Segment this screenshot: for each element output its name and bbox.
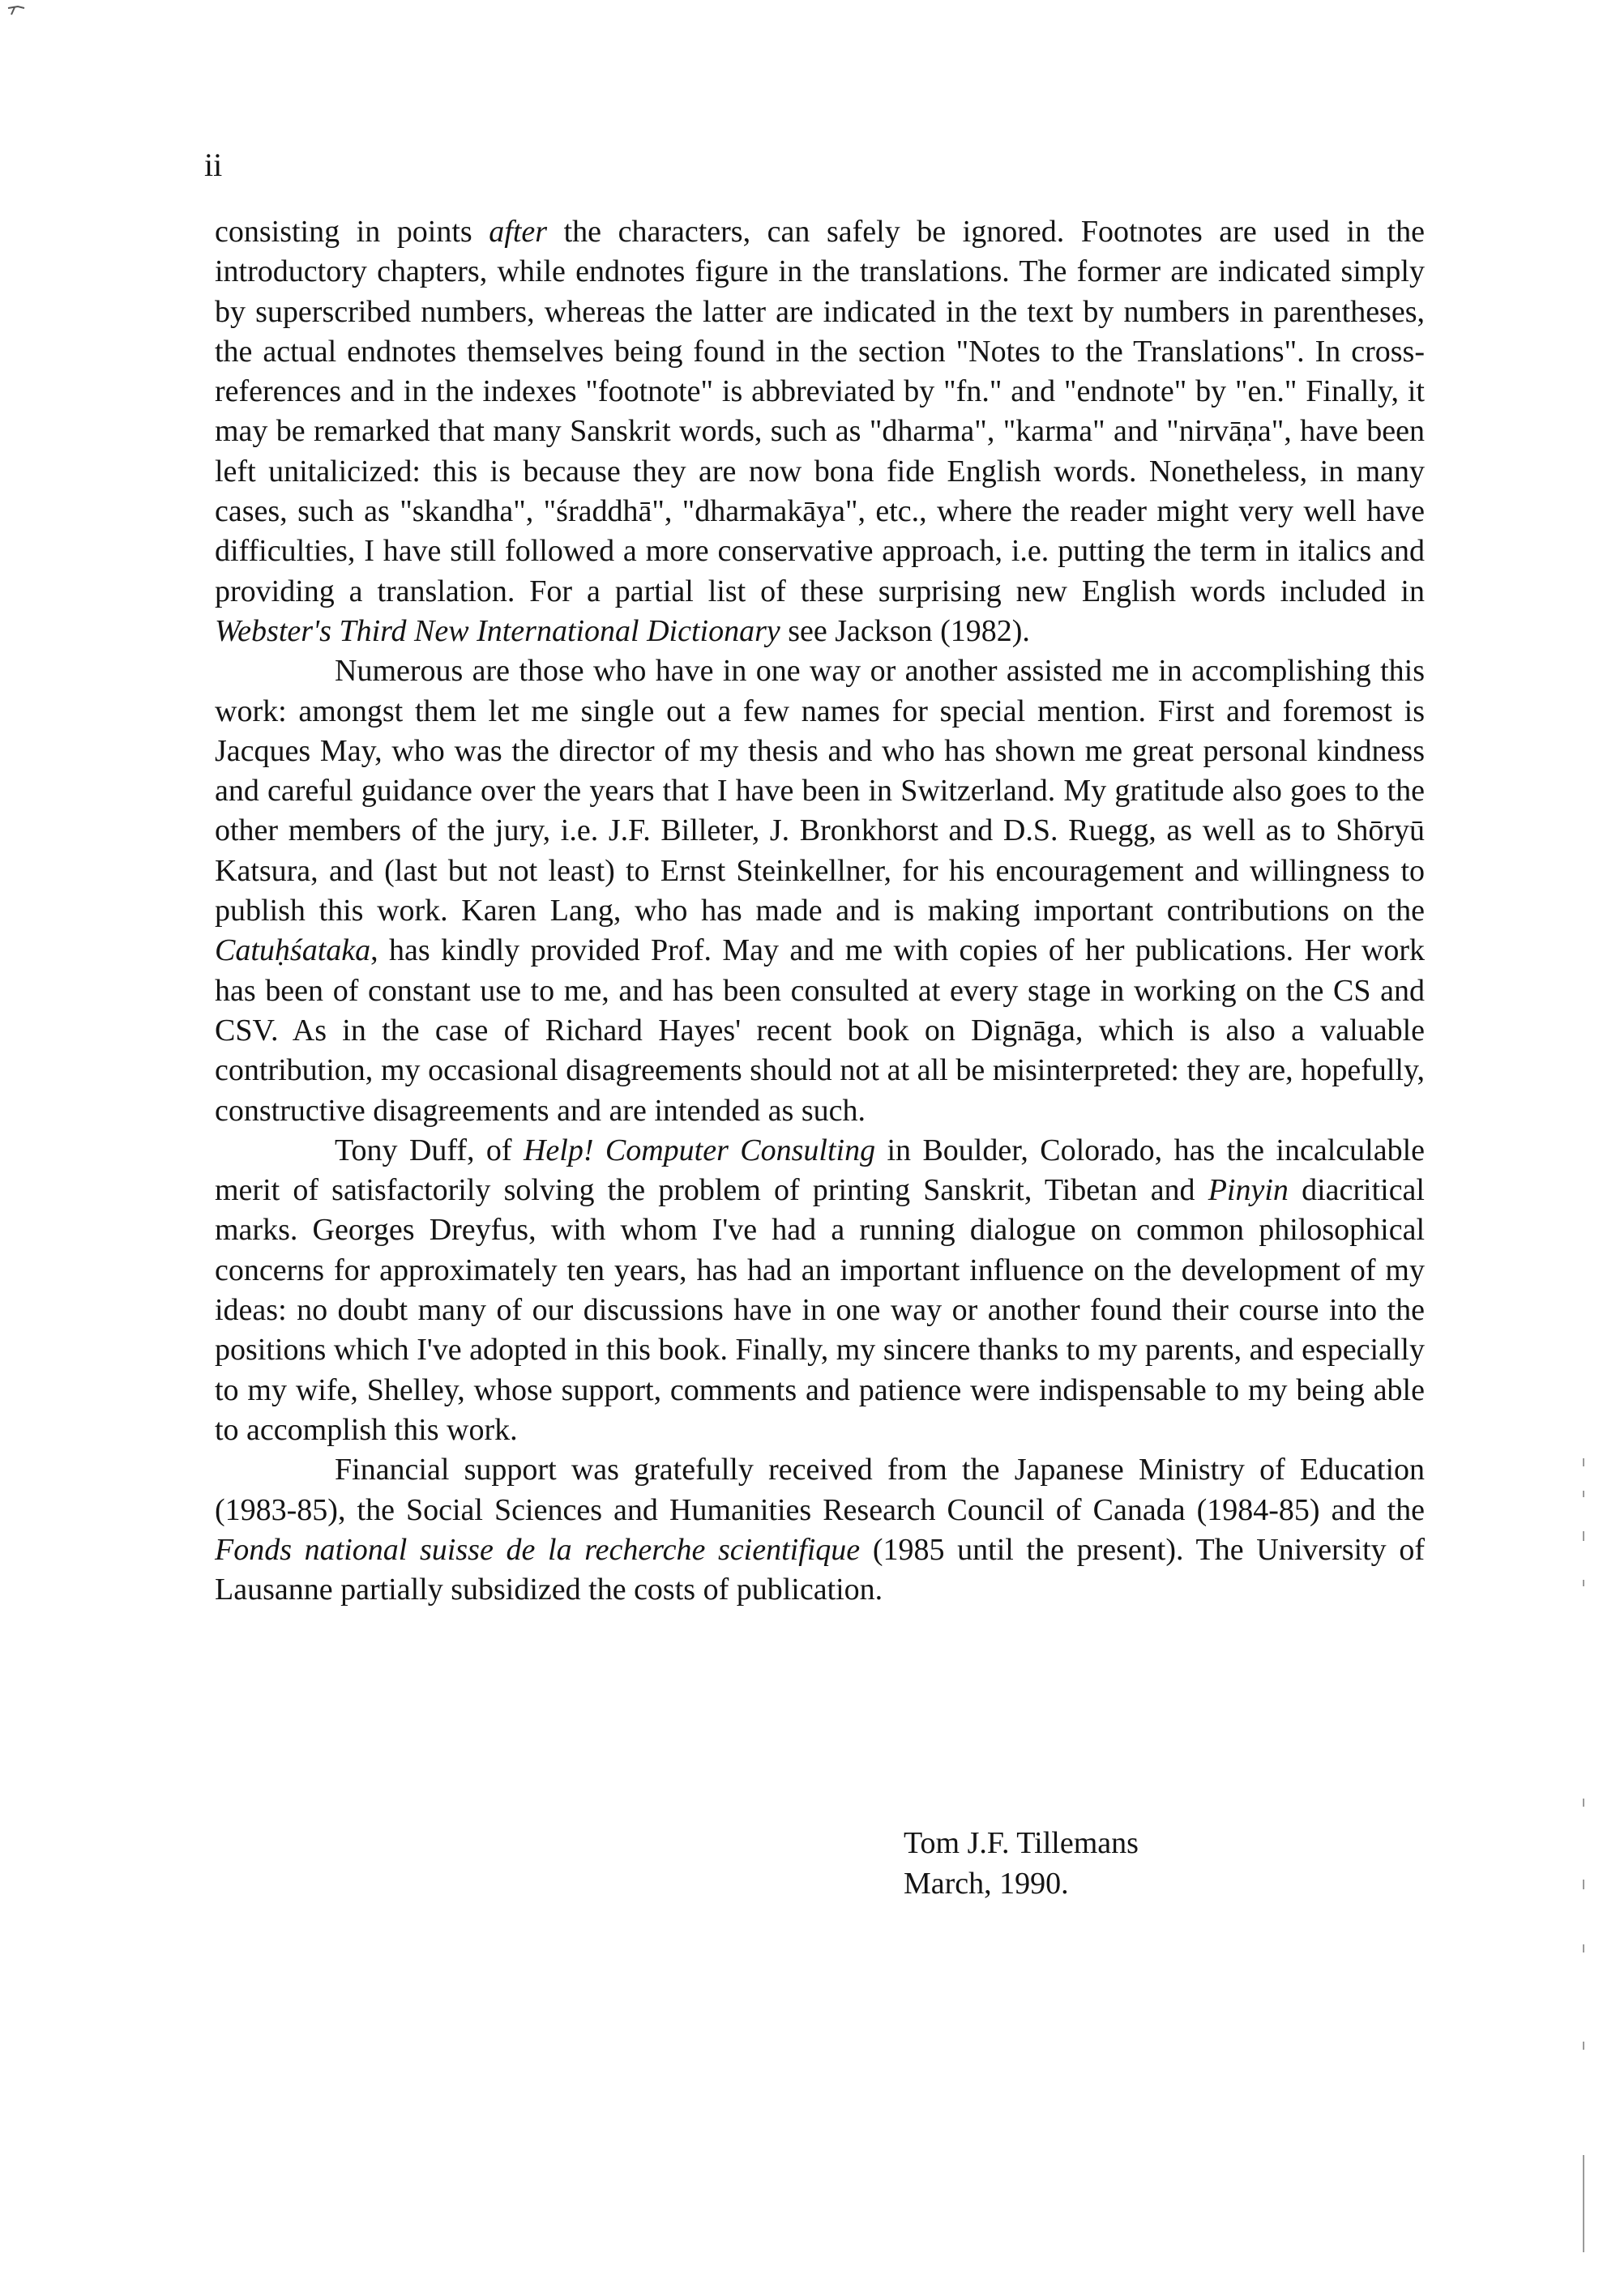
italic-text: Help! Computer Consulting	[523, 1133, 876, 1167]
text-run: the characters, can safely be ignored. Footnotes are used in the introductory chapters, while endnotes figure in the translations. The former are indicated simply by superscribed numbers, whereas the latter are indicated in the text by numbers in parentheses, the actual endnotes themselves being found in the section "Notes to the Translations". In cross-references and in the indexes "footnote" is abbreviated by "fn." and "endnote" by "en." Finally, it may be remarked that many Sanskrit words, such as "dharma", "karma" and "nirvāṇa", have been left unitalicized: this is because they are now bona fide English words. Nonetheless, in many cases, such as "skandha", "śraddhā", "dharmakāya", etc., where the reader might very well have difficulties, I have still followed a more conservative approach, i.e. putting the term in italics and providing a translation. For a partial list of these surprising new English words included in	[215, 215, 1426, 608]
text-run: consisting in points	[215, 215, 489, 249]
text-run: see Jackson (1982).	[780, 613, 1030, 648]
text-run: Numerous are those who have in one way or another assisted me in accomplishing this work: amongst them let me single out a few names for special mention. First and foremost is Jacques May, who was the director of my thesis and who has shown me great personal kindness and careful guidance over the years that I have been in Switzerland. My gratitude also goes to the other members of the jury, i.e. J.F. Billeter, J. Bronkhorst and D.S. Ruegg, as well as to Shōryū Katsura, and (last but not least) to Ernst Steinkellner, for his encouragement and willingness to publish this work. Karen Lang, who has made and is making important contributions on the	[215, 654, 1425, 928]
text-run: in Boulder, Colorado, has the incalculable merit of satisfactorily solving the problem of printing Sanskrit, Tibetan and	[215, 1133, 1425, 1208]
text-run: Tony Duff, of	[335, 1133, 524, 1167]
italic-text: Pinyin	[1208, 1173, 1289, 1208]
body-text	[215, 212, 1425, 1610]
italic-text: Fonds national suisse de la recherche scientifique	[215, 1532, 861, 1567]
paragraph	[215, 1450, 1425, 1610]
italic-text: Webster's Third New International Dictionary	[215, 613, 780, 648]
signature-date: March, 1990.	[904, 1867, 1069, 1901]
text-run: , has kindly provided Prof. May and me with copies of her publications. Her work has been of constant use to me, and has been consulted at every stage in working on the CS and CSV. As in the case of Richard Hayes' recent book on Dignāga, which is also a valuable contribution, my occasional disagreements should not at all be misinterpreted: they are, hopefully, constructive disagreements and are intended as such.	[215, 933, 1425, 1128]
paragraph	[215, 1131, 1425, 1450]
signature-block	[904, 1823, 1139, 1904]
author-name: Tom J.F. Tillemans	[904, 1826, 1139, 1860]
page-number: ii	[204, 147, 223, 183]
italic-text: after	[489, 215, 548, 249]
text-run: (1985 until the present). The University of Lausanne partially subsidized the costs of publication.	[215, 1532, 1425, 1607]
scan-artifact-mark	[6, 3, 39, 16]
paragraph	[215, 212, 1425, 651]
text-run: Financial support was gratefully received from the Japanese Ministry of Education (1983-85), the Social Sciences and Humanities Research Council of Canada (1984-85) and the	[215, 1453, 1425, 1527]
italic-text: Catuḥśataka	[215, 933, 371, 968]
scan-margin-marks	[1580, 1458, 1587, 2268]
text-run: diacritical marks. Georges Dreyfus, with whom I've had a running dialogue on common philosophical concerns for approximately ten years, has had an important influence on the development of my ideas: no doubt many of our discussions have in one way or another found their course into the positions which I've adopted in this book. Finally, my sincere thanks to my parents, and especially to my wife, Shelley, whose support, comments and patience were indispensable to my being able to accomplish this work.	[215, 1173, 1425, 1447]
paragraph	[215, 651, 1425, 1131]
